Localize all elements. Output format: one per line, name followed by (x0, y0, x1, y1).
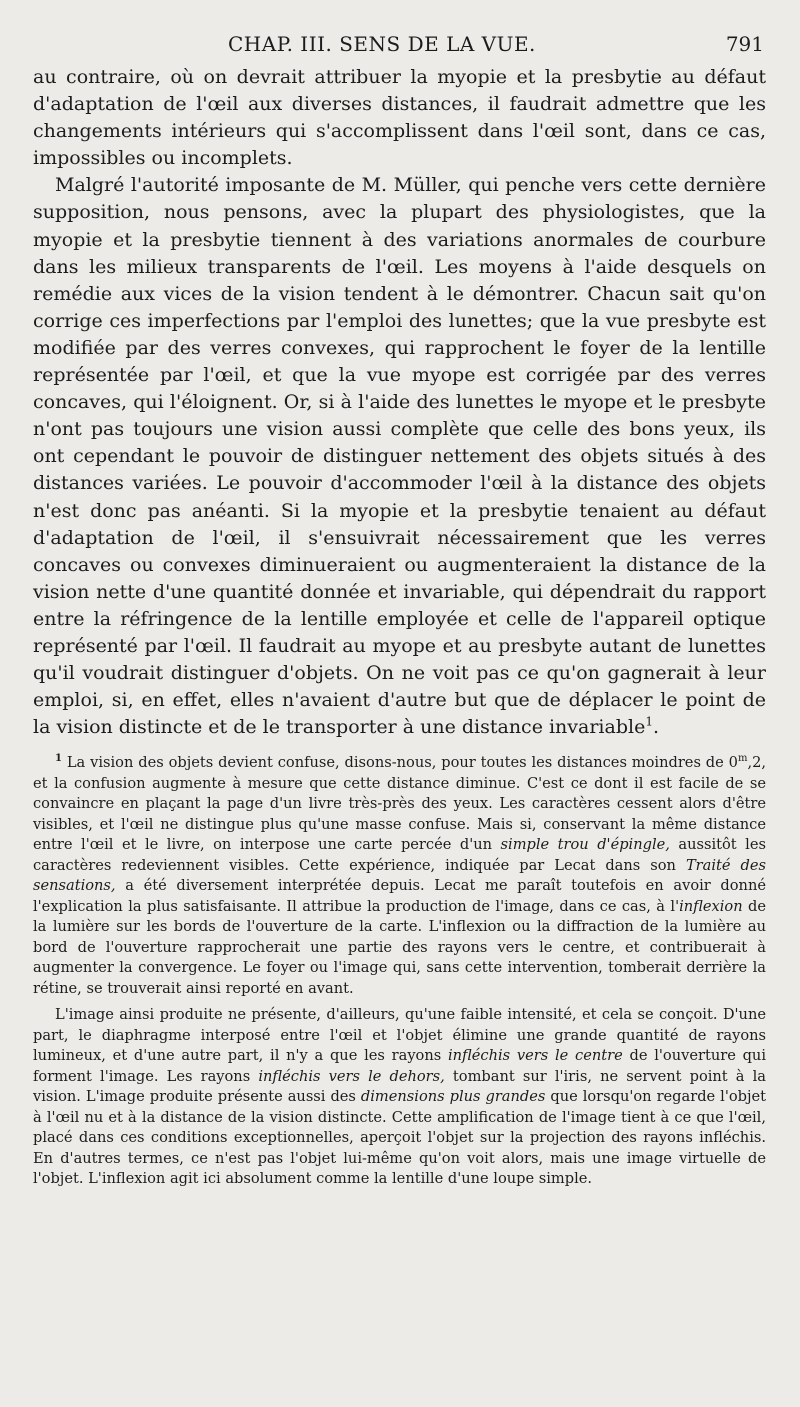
unit-superscript: m (737, 753, 748, 765)
footnote-text: de la lumière sur les bords de l'ouverture de la carte. L'inflexion ou la diffraction de la lumière au bord de l'ouverture rapprocherait une partie des rayons vers le centre, et contribuerait à augmenter la convergence. Le foyer ou l'image qui, sans cette intervention, tomberait derrière la rétine, se trouverait ainsi reporté en avant. (33, 897, 766, 997)
page-number: 791 (725, 32, 764, 56)
footnote-text: La vision des objets devient confuse, disons-nous, pour toutes les distances moindres de 0 (66, 754, 738, 772)
footnote-italic: simple trou d'épingle, (500, 836, 670, 854)
footnote (33, 753, 766, 999)
footnotes (33, 753, 766, 1190)
footnote-number: 1 (55, 753, 62, 765)
footnote-text: ,2, et la confusion augmente à mesure que cette distance diminue. C'est ce dont il est facile de se convaincre en plaçant la page d'un livre très-près des yeux. Les caractères cessent alors d'être visibles, et l'œil ne distingue plus qu'une masse confuse. Mais si, conservant la même distance entre l'œil et le livre, on interpose une carte percée d'un (33, 754, 767, 854)
footnote-text: que lorsqu'on regarde l'objet à l'œil nu et à la distance de la vision distincte. Cette amplification de l'image tient à ce que l'œil, placé dans ces conditions exceptionnelles, aperçoit l'objet sur la projection des rayons infléchis. En d'autres termes, ce n'est pas l'objet lui-même qu'on voit alors, mais une image virtuelle de l'objet. L'inflexion agit ici absolument comme la lentille d'une loupe simple. (33, 1088, 766, 1188)
running-title: CHAP. III. SENS DE LA VUE. (228, 32, 536, 56)
footnote-italic: infléchis vers le dehors, (258, 1067, 445, 1085)
footnote-text: L'image ainsi produite ne présente, d'ailleurs, qu'une faible intensité, et cela se conçoit. D'une part, le diaphragme interposé entre l'œil et l'objet élimine une grande quantité de rayons lumineux, et d'une autre part, il n'y a que les rayons (33, 1006, 766, 1065)
footnote-italic: inflexion (679, 897, 743, 915)
footnote-text: a été diversement interprétée depuis. Lecat me paraît toutefois en avoir donné l'explication la plus satisfaisante. Il attribue la production de l'image, dans ce cas, à l' (33, 877, 766, 915)
paragraph-text: Malgré l'autorité imposante de M. Müller, qui penche vers cette dernière supposition, nous pensons, avec la plupart des physiologistes, que la myopie et la presbytie tiennent à des variations anormales de courbure dans les milieux transparents de l'œil. Les moyens à l'aide desquels on remédie aux vices de la vision tendent à le démontrer. Chacun sait qu'on corrige ces imperfections par l'emploi des lunettes; que la vue presbyte est modifiée par des verres convexes, qui rapprochent le foyer de la lentille représentée par l'œil, et que la vue myope est corrigée par des verres concaves, qui l'éloignent. Or, si à l'aide des lunettes le myope et le presbyte n'ont pas toujours une vision aussi complète que celle des bons yeux, ils ont cependant le pouvoir de distinguer nettement des objets situés à des distances variées. Le pouvoir d'accommoder l'œil à la distance des objets n'est donc pas anéanti. Si la myopie et la presbytie tenaient au défaut d'adaptation de l'œil, il s'ensuivrait nécessairement que les verres concaves ou convexes diminueraient ou augmenteraient la distance de la vision nette d'une quantité donnée et invariable, qui dépendrait du rapport entre la réfringence de la lentille employée et celle de l'appareil optique représenté par l'œil. Il faudrait au myope et au presbyte autant de lunettes qu'il voudrait distinguer d'objets. On ne voit pas ce qu'on gagnerait à leur emploi, si, en effet, elles n'avaient d'autre but que de déplacer le point de la vision distincte et de le transporter à une distance invariable (33, 174, 766, 739)
paragraph: au contraire, où on devrait attribuer la myopie et la presbytie au défaut d'adaptation de l'œil aux diverses distances, il faudrait admettre que les changements intérieurs qui s'accomplissent dans l'œil sont, dans ce cas, impossibles ou incomplets. (33, 66, 766, 170)
footnote-text: de l'ouverture qui forment l'image. Les rayons (33, 1047, 766, 1085)
footnote-italic: Traité des sensations, (33, 856, 767, 895)
footnote-marker: 1 (645, 714, 653, 729)
running-head (33, 24, 766, 64)
footnote-text: tombant sur l'iris, ne servent point à la vision. L'image produite présente aussi des (33, 1067, 766, 1106)
footnote-italic: infléchis vers le centre (447, 1047, 623, 1065)
footnote-italic: dimensions plus grandes (360, 1088, 546, 1106)
main-text (33, 64, 766, 741)
footnote-continuation (33, 1005, 766, 1190)
paragraph (33, 172, 766, 741)
paragraph-end: . (652, 716, 660, 739)
footnote-text: aussitôt les caractères redeviennent visibles. Cette expérience, indiquée par Lecat dans son (33, 836, 766, 874)
